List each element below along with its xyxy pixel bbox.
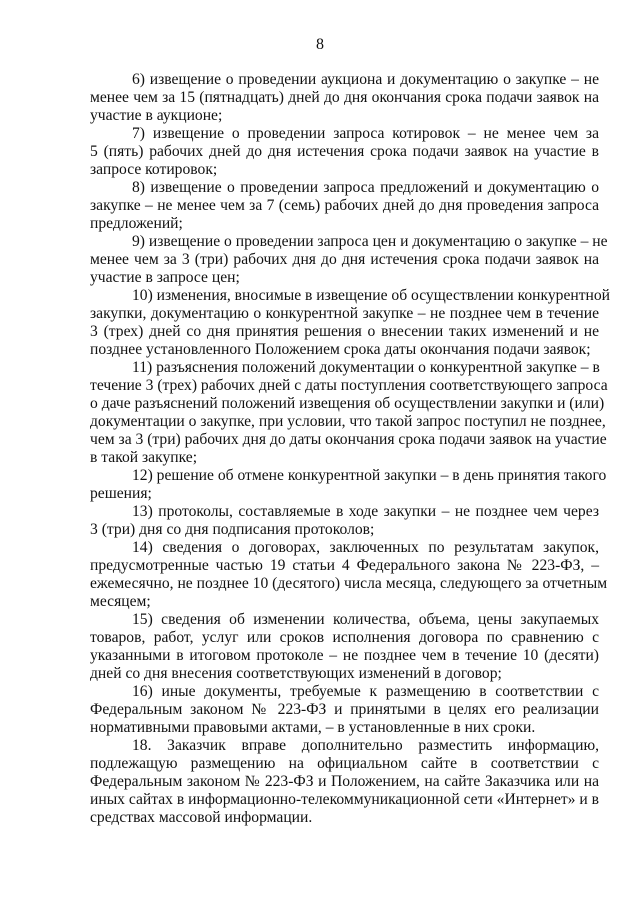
paragraph-item-11 [90, 359, 608, 467]
text-line: 10) изменения, вносимые в извещение об осуществлении конкурентной [132, 287, 611, 304]
text-line: 6) извещение о проведении аукциона и документацию о закупке – не [132, 71, 599, 88]
text-line: о даче разъяснений положений извещения об осуществлении закупки и (или) [90, 395, 605, 412]
text-line: участие в запросе цен; [90, 269, 240, 286]
text-line: 3 (трех) дней со дня принятия решения о внесении таких изменений и не [90, 323, 599, 340]
paragraph-item-7 [90, 125, 599, 179]
text-line: в такой закупке; [90, 449, 198, 466]
paragraph-item-16 [90, 683, 599, 737]
text-line: предусмотренные частью 19 статьи 4 Федерального закона № 223-ФЗ, – [90, 557, 599, 574]
text-line: закупке – не менее чем за 7 (семь) рабочих дней до дня проведения запроса [90, 197, 599, 214]
paragraph-item-14 [90, 539, 608, 611]
text-line: запросе котировок; [90, 161, 218, 178]
text-line: чем за 3 (три) рабочих дня до даты окончания срока подачи заявок на участие [90, 431, 607, 448]
text-line: Федеральным законом № 223-ФЗ и Положением, на сайте Заказчика или на [90, 773, 599, 790]
text-line: предложений; [90, 215, 183, 232]
text-line: 18. Заказчик вправе дополнительно разместить информацию, [132, 737, 599, 754]
document-body [90, 71, 611, 827]
text-line: 3 (три) дня со дня подписания протоколов; [90, 521, 375, 538]
page-number: 8 [316, 36, 324, 53]
text-line: ежемесячно, не позднее 10 (десятого) числа месяца, следующего за отчетным [90, 575, 608, 592]
text-line: средствах массовой информации. [90, 809, 313, 826]
paragraph-item-12 [90, 467, 607, 503]
text-line: 16) иные документы, требуемые к размещению в соответствии с [132, 683, 599, 700]
text-line: 12) решение об отмене конкурентной закупки – в день принятия такого [132, 467, 607, 484]
text-line: 14) сведения о договорах, заключенных по результатам закупок, [132, 539, 599, 556]
text-line: 8) извещение о проведении запроса предложений и документацию о [132, 179, 599, 196]
paragraph-item-9 [90, 233, 608, 287]
paragraph-item-6 [90, 71, 599, 125]
text-line: иных сайтах в информационно-телекоммуникационной сети «Интернет» и в [90, 791, 599, 808]
text-line: 5 (пять) рабочих дней до дня истечения срока подачи заявок на участие в [90, 143, 599, 160]
text-line: течение 3 (трех) рабочих дней с даты поступления соответствующего запроса [90, 377, 608, 394]
paragraph-item-15 [90, 611, 599, 683]
text-line: позднее установленного Положением срока даты окончания подачи заявок; [90, 341, 591, 358]
text-line: 7) извещение о проведении запроса котировок – не менее чем за [132, 125, 599, 142]
text-line: указанными в итоговом протоколе – не позднее чем в течение 10 (десяти) [90, 647, 599, 664]
text-line: документации о закупке, при условии, что такой запрос поступил не позднее, [90, 413, 606, 430]
text-line: менее чем за 15 (пятнадцать) дней до дня окончания срока подачи заявок на [90, 89, 599, 106]
text-line: Федеральным законом № 223-ФЗ и принятыми в целях его реализации [90, 701, 599, 718]
paragraph-item-8 [90, 179, 599, 233]
paragraph-item-13 [90, 503, 599, 539]
text-line: дней со дня внесения соответствующих изменений в договор; [90, 665, 502, 682]
text-line: товаров, работ, услуг или сроков исполнения договора по сравнению с [90, 629, 599, 646]
text-line: менее чем за 3 (три) рабочих дня до дня истечения срока подачи заявок на [90, 251, 599, 268]
text-line: 13) протоколы, составляемые в ходе закупки – не позднее чем через [132, 503, 599, 520]
text-line: 15) сведения об изменении количества, объема, цены закупаемых [132, 611, 599, 628]
text-line: участие в аукционе; [90, 107, 223, 124]
text-line: подлежащую размещению на официальном сайте в соответствии с [90, 755, 599, 772]
text-line: месяцем; [90, 593, 151, 610]
text-line: нормативными правовыми актами, – в установленные в них сроки. [90, 719, 536, 736]
text-line: 9) извещение о проведении запроса цен и документацию о закупке – не [132, 233, 608, 250]
paragraph-item-10 [90, 287, 611, 359]
paragraph-item-18 [90, 737, 599, 827]
text-line: решения; [90, 485, 152, 502]
text-line: 11) разъяснения положений документации о конкурентной закупке – в [132, 359, 600, 376]
text-line: закупки, документацию о конкурентной закупке – не позднее чем в течение [90, 305, 599, 322]
